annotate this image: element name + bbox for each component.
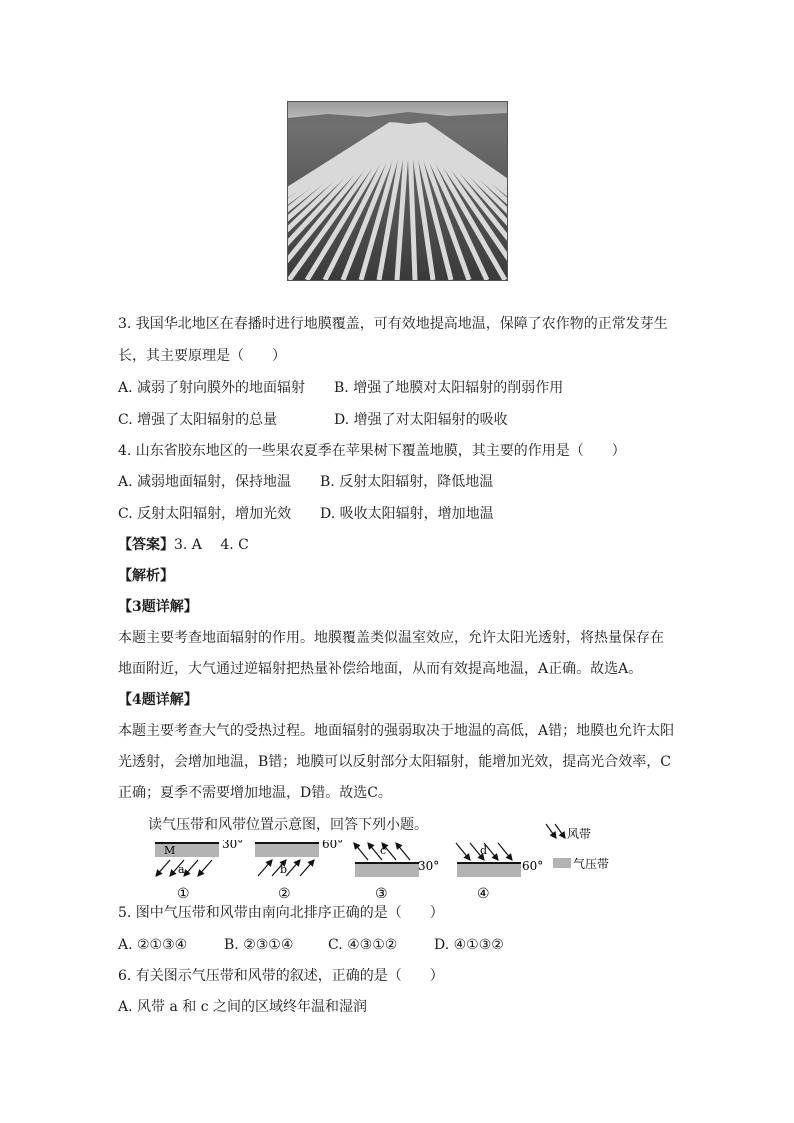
analysis-label: 【解析】 [118,568,174,584]
detail4-line2: 光透射，会增加地温，B错；地膜可以反射部分太阳辐射，能增加光效，提高光合效率，C [118,754,671,770]
wind-legend-icon [546,824,565,838]
wind-label-a: a [178,863,185,876]
q3-option-b: B. 增强了地膜对太阳辐射的削弱作用 [334,380,564,396]
q3-option-c: C. 增强了太阳辐射的总量 [118,412,278,428]
q5-option-a: A. ②①③④ [118,937,188,953]
lat-label-3: 30° [418,859,440,873]
q5-option-b: B. ②③①④ [224,937,294,953]
panel-1 [155,840,243,902]
panel-num-2: ② [278,886,291,902]
detail3-line1: 本题主要考查地面辐射的作用。地膜覆盖类似温室效应，允许太阳光透射，将热量保存在 [118,630,664,646]
figure-legend [544,822,624,872]
q4-stem: 4. 山东省胶东地区的一些果农夏季在苹果树下覆盖地膜，其主要的作用是（ ） [118,443,626,459]
figure-intro: 读气压带和风带位置示意图，回答下列小题。 [148,817,428,833]
pressure-band-4 [457,863,521,877]
detail4-line3: 正确；夏季不需要增加地温，D错。故选C。 [118,785,392,801]
detail3-line2: 地面附近，大气通过逆辐射把热量补偿给地面，从而有效提高地温，A正确。故选A。 [118,661,643,677]
lat-label-2: 60° [322,840,344,851]
detail3-label: 【3题详解】 [118,599,198,615]
panel-3 [354,843,439,902]
panel-2 [255,840,343,902]
q5-stem: 5. 图中气压带和风带由南向北排序正确的是（ ） [118,905,444,921]
q5-option-c: C. ④③①② [328,937,398,953]
plastic-mulch-field-photo [287,101,508,281]
q4-option-d: D. 吸收太阳辐射，增加地温 [320,506,494,522]
lat-label-4: 60° [522,859,544,873]
q4-option-b: B. 反射太阳辐射，降低地温 [320,474,494,490]
panel-num-3: ③ [375,886,388,902]
q4-option-c: C. 反射太阳辐射，增加光效 [118,506,292,522]
answer-text: 3. A 4. C [174,537,249,553]
wind-label-b: b [280,863,288,876]
q3-stem-line2: 长，其主要原理是（ ） [118,348,286,364]
panel-num-4: ④ [477,886,490,902]
q6-option-a: A. 风带 a 和 c 之间的区域终年温和湿润 [118,999,367,1015]
q6-stem: 6. 有关图示气压带和风带的叙述，正确的是（ ） [118,968,444,984]
panel-4 [456,843,543,902]
answer-label: 【答案】 [118,537,174,553]
wind-label-d: d [480,844,488,857]
answer-line [118,535,249,555]
wind-label-c: c [380,844,387,857]
pressure-band-2 [255,843,319,857]
q5-option-d: D. ④①③② [434,937,504,953]
q3-stem-line1: 3. 我国华北地区在春播时进行地膜覆盖，可有效地提高地温，保障了农作物的正常发芽生 [118,316,668,332]
panel-num-1: ① [177,886,190,902]
lat-label-1: 30° [222,840,244,851]
pressure-band-3 [355,863,419,877]
q3-option-d: D. 增强了对太阳辐射的吸收 [334,412,508,428]
band-label-M: M [164,844,176,857]
detail4-line1: 本题主要考查大气的受热过程。地面辐射的强弱取决于地温的高低，A错；地膜也允许太阳 [118,723,675,739]
legend-pressure-label: 气压带 [573,857,610,871]
detail4-label: 【4题详解】 [118,692,198,708]
q3-option-a: A. 减弱了射向膜外的地面辐射 [118,380,306,396]
q4-option-a: A. 减弱地面辐射，保持地温 [118,474,292,490]
pressure-legend-swatch [553,858,571,868]
legend-wind-label: 风带 [567,827,592,841]
